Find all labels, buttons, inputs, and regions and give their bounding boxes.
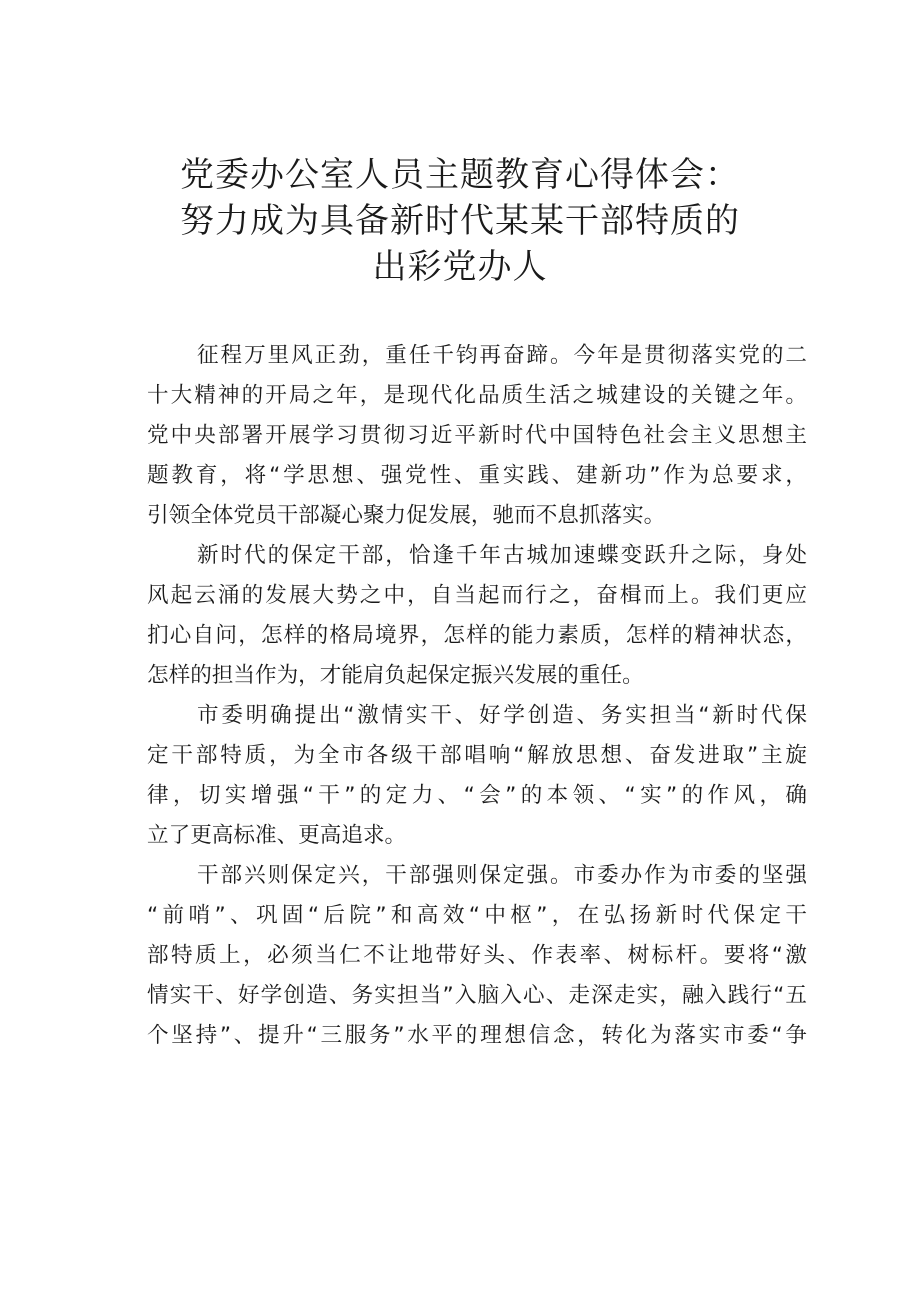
text-line: “前哨”、巩固“后院”和高效“中枢”，在弘扬新时代保定干 [147, 903, 807, 928]
text-line: 部特质上，必须当仁不让地带好头、作表率、树标杆。要将“激 [147, 943, 807, 968]
paragraph-1 [147, 336, 807, 536]
text-line: 市委明确提出“激情实干、好学创造、务实担当“新时代保 [197, 703, 807, 728]
text-line: 怎样的担当作为，才能肩负起保定振兴发展的重任。 [147, 663, 644, 688]
text-line: 征程万里风正劲，重任千钧再奋蹄。今年是贯彻落实党的二 [197, 343, 807, 368]
text-line: 引领全体党员干部凝心聚力促发展，驰而不息抓落实。 [147, 503, 666, 528]
text-line: 扪心自问，怎样的格局境界，怎样的能力素质，怎样的精神状态， [147, 623, 807, 648]
text-line: 情实干、好学创造、务实担当”入脑入心、走深走实，融入践行“五 [147, 983, 807, 1008]
paragraph-2 [147, 536, 807, 696]
text-line: 风起云涌的发展大势之中，自当起而行之，奋楫而上。我们更应 [147, 583, 807, 608]
document-body [147, 336, 807, 1056]
text-line: 立了更高标准、更高追求。 [147, 823, 407, 848]
text-line: 党中央部署开展学习贯彻习近平新时代中国特色社会主义思想主 [147, 423, 807, 448]
title-line: 努力成为具备新时代某某干部特质的 [180, 201, 740, 241]
text-line: 新时代的保定干部，恰逢千年古城加速蝶变跃升之际，身处 [197, 543, 807, 568]
text-line: 个坚持”、提升“三服务”水平的理想信念，转化为落实市委“争 [147, 1023, 807, 1048]
paragraph-3 [147, 696, 807, 856]
document-title [0, 152, 920, 290]
text-line: 定干部特质，为全市各级干部唱响“解放思想、奋发进取”主旋 [147, 743, 807, 768]
text-line: 律，切实增强“干”的定力、“会”的本领、“实”的作风，确 [147, 783, 807, 808]
title-line: 出彩党办人 [372, 247, 548, 287]
paragraph-4 [147, 856, 807, 1056]
text-line: 干部兴则保定兴，干部强则保定强。市委办作为市委的坚强 [197, 863, 807, 888]
title-line: 党委办公室人员主题教育心得体会： [180, 155, 740, 195]
text-line: 十大精神的开局之年，是现代化品质生活之城建设的关键之年。 [147, 383, 807, 408]
text-line: 题教育，将“学思想、强党性、重实践、建新功”作为总要求， [147, 463, 807, 488]
